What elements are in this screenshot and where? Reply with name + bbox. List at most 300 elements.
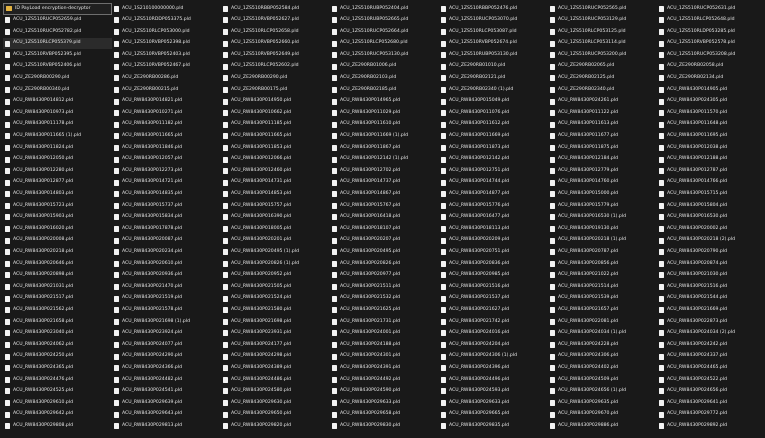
file-item[interactable] [221,304,330,316]
file-item[interactable] [112,49,221,61]
file-item[interactable] [548,61,657,73]
file-item[interactable] [657,200,765,212]
file-item[interactable] [657,304,765,316]
file-item[interactable] [3,142,112,154]
file-label: ACU_ZE290RB02121.pld [449,75,506,81]
file-item[interactable] [657,107,765,119]
file-item[interactable] [548,362,657,374]
file-item[interactable] [221,374,330,386]
file-item[interactable] [221,165,330,177]
file-item[interactable] [330,351,439,363]
file-label: ACU_RW8430P024482.pld [122,376,183,382]
folder-item[interactable] [3,3,112,15]
file-icon [441,157,446,163]
file-item[interactable] [657,3,765,15]
file-label: ACU_RW8430P018005.pld [231,225,292,231]
file-item[interactable] [112,397,221,409]
file-item[interactable] [330,235,439,247]
file-item[interactable] [548,142,657,154]
file-item[interactable] [112,328,221,340]
file-item[interactable] [221,339,330,351]
file-item[interactable] [439,420,548,432]
file-item[interactable] [439,26,548,38]
file-item[interactable] [3,15,112,27]
file-item[interactable] [439,246,548,258]
file-item[interactable] [112,84,221,96]
file-label: ACU_RW8430P016390.pld [231,214,292,220]
file-item[interactable] [657,165,765,177]
file-item[interactable] [221,154,330,166]
file-item[interactable] [221,142,330,154]
file-item[interactable] [548,84,657,96]
file-item[interactable] [221,281,330,293]
file-item[interactable] [112,304,221,316]
file-item[interactable] [330,15,439,27]
file-label: ACU_RW8430P029665.pld [449,411,510,417]
file-item[interactable] [221,386,330,398]
file-item[interactable] [112,107,221,119]
file-item[interactable] [3,154,112,166]
file-item[interactable] [330,154,439,166]
file-item[interactable] [112,3,221,15]
file-item[interactable] [221,96,330,108]
file-item[interactable] [330,258,439,270]
file-item[interactable] [330,26,439,38]
file-item[interactable] [439,258,548,270]
file-item[interactable] [221,362,330,374]
file-item[interactable] [548,386,657,398]
file-item[interactable] [439,154,548,166]
file-item[interactable] [330,316,439,328]
file-item[interactable] [112,351,221,363]
file-icon [659,110,664,116]
file-item[interactable] [221,351,330,363]
file-icon [5,226,10,232]
folder-icon [6,6,12,11]
file-item[interactable] [548,177,657,189]
file-item[interactable] [548,246,657,258]
file-item[interactable] [548,316,657,328]
file-item[interactable] [3,316,112,328]
file-item[interactable] [439,304,548,316]
file-item[interactable] [657,212,765,224]
file-item[interactable] [3,281,112,293]
file-item[interactable] [221,246,330,258]
file-item[interactable] [657,293,765,305]
file-item[interactable] [657,154,765,166]
file-item[interactable] [439,316,548,328]
file-item[interactable] [330,49,439,61]
file-item[interactable] [657,351,765,363]
file-label: ACU_RW8430P010662.pld [231,109,292,115]
file-item[interactable] [657,49,765,61]
file-item[interactable] [221,49,330,61]
file-item[interactable] [3,339,112,351]
file-item[interactable] [221,131,330,143]
file-item[interactable] [439,3,548,15]
file-item[interactable] [112,73,221,85]
file-item[interactable] [330,189,439,201]
file-item[interactable] [548,15,657,27]
file-item[interactable] [3,386,112,398]
file-item[interactable] [330,304,439,316]
file-item[interactable] [657,142,765,154]
file-item[interactable] [330,119,439,131]
file-label: ACU_RW8430P029633.pld [340,399,401,405]
file-item[interactable] [112,223,221,235]
file-item[interactable] [3,165,112,177]
file-item[interactable] [112,293,221,305]
file-item[interactable] [657,328,765,340]
file-item[interactable] [3,200,112,212]
file-item[interactable] [330,362,439,374]
file-item[interactable] [548,409,657,421]
file-item[interactable] [548,165,657,177]
file-item[interactable] [112,409,221,421]
file-item[interactable] [3,49,112,61]
file-label: ACU_RW8430P021658.pld [13,318,74,324]
file-item[interactable] [548,73,657,85]
file-item[interactable] [439,374,548,386]
file-item[interactable] [330,131,439,143]
file-label: ACU_RW8430P015715.pld [667,191,728,196]
file-item[interactable] [330,374,439,386]
file-item[interactable] [330,270,439,282]
file-item[interactable] [439,397,548,409]
file-item[interactable] [439,351,548,363]
file-icon [223,203,228,209]
file-item[interactable] [439,131,548,143]
file-item[interactable] [330,96,439,108]
file-item[interactable] [221,26,330,38]
file-item[interactable] [221,328,330,340]
file-item[interactable] [548,420,657,432]
file-item[interactable] [221,119,330,131]
file-item[interactable] [3,351,112,363]
file-item[interactable] [3,61,112,73]
file-item[interactable] [112,26,221,38]
file-item[interactable] [439,200,548,212]
file-item[interactable] [657,409,765,421]
file-item[interactable] [330,73,439,85]
file-item[interactable] [221,316,330,328]
file-item[interactable] [657,374,765,386]
file-item[interactable] [3,293,112,305]
file-item[interactable] [330,420,439,432]
file-item[interactable] [548,339,657,351]
file-item[interactable] [221,84,330,96]
file-label: ACU_RW8430P016530.pld [667,214,728,220]
file-item[interactable] [112,339,221,351]
file-item[interactable] [548,154,657,166]
file-item[interactable] [548,351,657,363]
file-item[interactable] [548,38,657,50]
file-item[interactable] [439,73,548,85]
file-item[interactable] [112,200,221,212]
file-item[interactable] [439,281,548,293]
file-item[interactable] [221,420,330,432]
file-item[interactable] [3,212,112,224]
file-item[interactable] [439,212,548,224]
file-item[interactable] [112,362,221,374]
file-item[interactable] [548,281,657,293]
file-item[interactable] [330,409,439,421]
file-item[interactable] [548,304,657,316]
file-item[interactable] [330,281,439,293]
file-item[interactable] [548,49,657,61]
file-item[interactable] [3,84,112,96]
file-item[interactable] [439,96,548,108]
file-item[interactable] [548,258,657,270]
file-label: ACU_RW8430P012273.pld [122,167,183,173]
file-item[interactable] [439,235,548,247]
file-item[interactable] [439,339,548,351]
file-item[interactable] [330,165,439,177]
file-item[interactable] [439,362,548,374]
file-item[interactable] [221,293,330,305]
file-item[interactable] [439,142,548,154]
file-item[interactable] [439,119,548,131]
file-item[interactable] [548,374,657,386]
file-item[interactable] [3,246,112,258]
file-item[interactable] [657,270,765,282]
file-item[interactable] [439,49,548,61]
file-label: ACU_1ZS510RUBP053130.pld [449,51,518,57]
file-icon [114,400,119,406]
file-item[interactable] [548,107,657,119]
file-item[interactable] [657,15,765,27]
file-icon [550,238,555,244]
file-item[interactable] [221,177,330,189]
file-item[interactable] [657,223,765,235]
file-item[interactable] [548,131,657,143]
file-item[interactable] [112,386,221,398]
file-item[interactable] [112,165,221,177]
file-item[interactable] [548,328,657,340]
file-item[interactable] [657,362,765,374]
file-icon [5,249,10,255]
file-item[interactable] [221,397,330,409]
file-item[interactable] [330,223,439,235]
file-item[interactable] [330,61,439,73]
file-item[interactable] [330,177,439,189]
file-item[interactable] [548,212,657,224]
file-item[interactable] [221,3,330,15]
file-item[interactable] [3,362,112,374]
file-item[interactable] [3,189,112,201]
file-item[interactable] [439,177,548,189]
file-icon [659,180,664,186]
file-item[interactable] [112,131,221,143]
file-item[interactable] [657,386,765,398]
file-label: ACU_RW8430P024177.pld [231,341,292,347]
file-label: ACU_RW8430P021742.pld [449,318,510,324]
file-label: ACU_RW8430P020234.pld [122,248,183,254]
file-item[interactable] [657,73,765,85]
file-item[interactable] [221,61,330,73]
file-item[interactable] [112,270,221,282]
file-item[interactable] [3,328,112,340]
file-item[interactable] [657,177,765,189]
file-item[interactable] [330,246,439,258]
file-item[interactable] [112,177,221,189]
file-item[interactable] [657,131,765,143]
file-label: ACU_RW8430P020201.pld [231,237,292,243]
file-item[interactable] [3,374,112,386]
file-item[interactable] [330,397,439,409]
file-label: ACU_1ZS510RUCP052659.pld [13,17,82,23]
file-item[interactable] [112,119,221,131]
file-item[interactable] [112,316,221,328]
file-icon [5,168,10,174]
file-item[interactable] [112,420,221,432]
file-icon [114,249,119,255]
file-label: ACU_RW8430P029610.pld [13,399,74,405]
file-item[interactable] [112,154,221,166]
file-item[interactable] [3,119,112,131]
file-item[interactable] [221,38,330,50]
file-item[interactable] [439,84,548,96]
file-item[interactable] [657,119,765,131]
file-item[interactable] [439,15,548,27]
file-item[interactable] [3,38,112,50]
file-item[interactable] [330,84,439,96]
file-item[interactable] [221,107,330,119]
file-item[interactable] [330,107,439,119]
file-item[interactable] [3,270,112,282]
file-item[interactable] [3,131,112,143]
file-icon [659,412,664,418]
file-icon [550,226,555,232]
file-item[interactable] [548,235,657,247]
file-item[interactable] [112,15,221,27]
file-label: ACU_RW8430P020207.pld [340,237,401,243]
file-item[interactable] [330,328,439,340]
file-icon [114,87,119,93]
file-item[interactable] [112,61,221,73]
file-item[interactable] [439,270,548,282]
file-item[interactable] [112,96,221,108]
file-item[interactable] [439,223,548,235]
file-item[interactable] [439,107,548,119]
file-item[interactable] [3,223,112,235]
file-item[interactable] [112,281,221,293]
file-item[interactable] [657,397,765,409]
file-item[interactable] [657,316,765,328]
file-item[interactable] [221,223,330,235]
file-item[interactable] [548,223,657,235]
file-item[interactable] [3,420,112,432]
file-item[interactable] [112,235,221,247]
file-item[interactable] [112,189,221,201]
file-item[interactable] [548,3,657,15]
file-item[interactable] [657,420,765,432]
file-item[interactable] [548,119,657,131]
file-item[interactable] [221,212,330,224]
file-item[interactable] [221,258,330,270]
file-label: ACU_1ZS510RUCP052631.pld [667,5,736,11]
file-item[interactable] [548,26,657,38]
file-item[interactable] [439,165,548,177]
file-item[interactable] [3,96,112,108]
file-item[interactable] [330,142,439,154]
file-item[interactable] [548,200,657,212]
file-item[interactable] [439,189,548,201]
file-item[interactable] [112,246,221,258]
file-icon [223,226,228,232]
file-item[interactable] [3,304,112,316]
file-label: ACU_1ZS510RBBP052476.pld [449,5,518,11]
file-item[interactable] [3,258,112,270]
file-item[interactable] [439,38,548,50]
file-item[interactable] [3,107,112,119]
file-label: ACU_RW8430P012460.pld [231,167,292,173]
file-item[interactable] [548,397,657,409]
file-item[interactable] [548,96,657,108]
file-item[interactable] [221,270,330,282]
file-item[interactable] [112,258,221,270]
file-item[interactable] [657,339,765,351]
file-item[interactable] [221,235,330,247]
file-icon [332,17,337,23]
file-item[interactable] [439,409,548,421]
file-item[interactable] [330,293,439,305]
file-item[interactable] [657,26,765,38]
file-item[interactable] [330,212,439,224]
file-item[interactable] [3,177,112,189]
file-item[interactable] [221,15,330,27]
file-icon [5,319,10,325]
file-item[interactable] [330,38,439,50]
file-item[interactable] [330,3,439,15]
file-item[interactable] [657,246,765,258]
file-item[interactable] [657,189,765,201]
file-item[interactable] [330,386,439,398]
file-item[interactable] [221,200,330,212]
file-item[interactable] [3,26,112,38]
file-item[interactable] [3,73,112,85]
file-item[interactable] [657,96,765,108]
file-item[interactable] [112,212,221,224]
file-item[interactable] [3,235,112,247]
file-item[interactable] [221,73,330,85]
file-item[interactable] [221,409,330,421]
file-item[interactable] [112,374,221,386]
file-label: ACU_RW8430P014905.pld [667,86,728,92]
file-item[interactable] [3,409,112,421]
file-icon [659,75,664,81]
file-item[interactable] [439,61,548,73]
file-item[interactable] [657,84,765,96]
file-item[interactable] [548,293,657,305]
file-item[interactable] [439,386,548,398]
file-item[interactable] [439,293,548,305]
file-item[interactable] [548,189,657,201]
file-item[interactable] [439,328,548,340]
file-item[interactable] [657,235,765,247]
file-item[interactable] [3,397,112,409]
file-item[interactable] [330,200,439,212]
file-item[interactable] [330,339,439,351]
file-item[interactable] [112,142,221,154]
file-item[interactable] [112,38,221,50]
file-item[interactable] [221,189,330,201]
file-item[interactable] [657,258,765,270]
file-item[interactable] [657,281,765,293]
file-item[interactable] [657,38,765,50]
file-item[interactable] [548,270,657,282]
file-item[interactable] [657,61,765,73]
